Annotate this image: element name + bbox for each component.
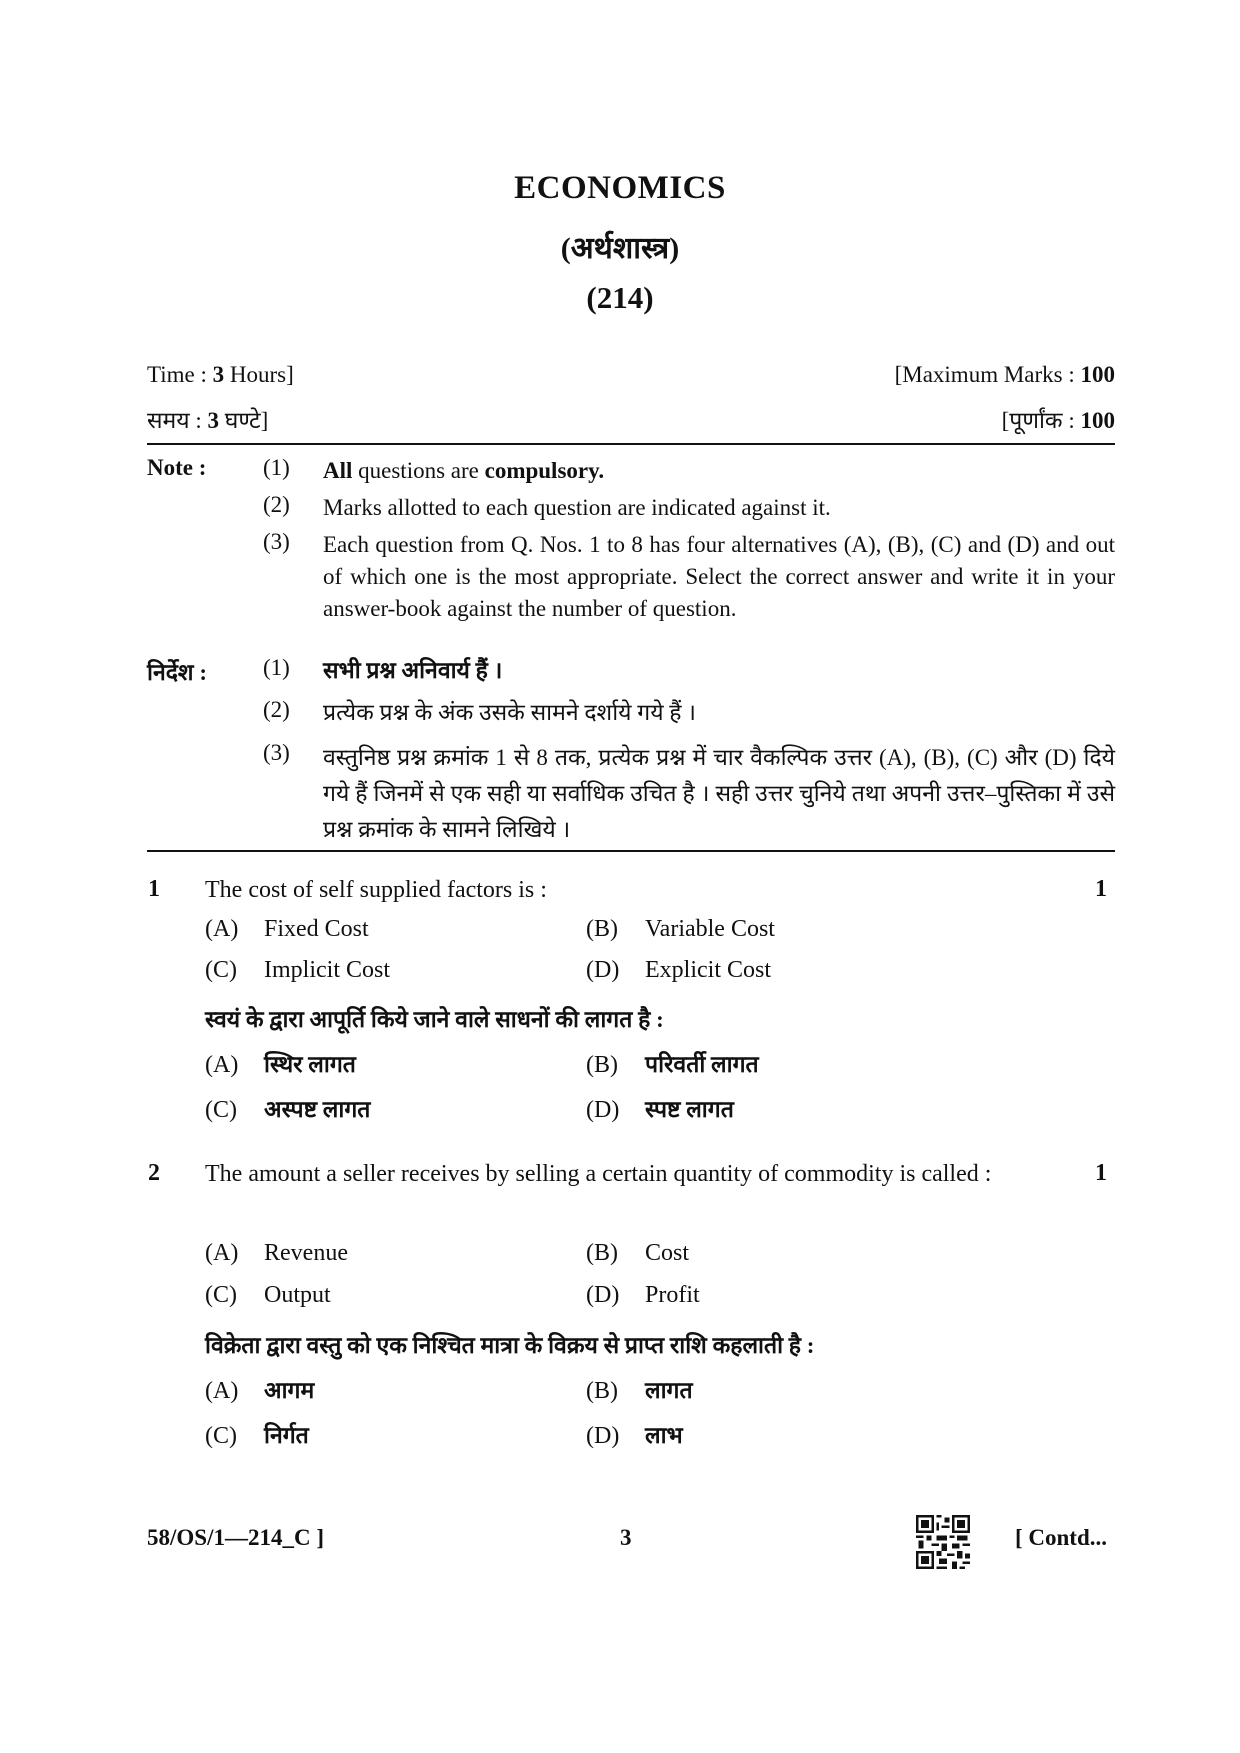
footer-paper-code: 58/OS/1—214_C ] — [147, 1525, 324, 1550]
note-number: (1) — [263, 655, 290, 680]
option-hindi: (D) लाभ — [586, 1423, 683, 1449]
option-hindi: (D) स्पष्ट लागत — [586, 1097, 734, 1123]
note-number: (3) — [263, 740, 290, 765]
max-marks-english: [Maximum Marks : 100 — [894, 362, 1115, 387]
note-text-hindi: प्रत्येक प्रश्न के अंक उसके सामने दर्शाये गये हैं । — [323, 700, 696, 725]
note-label-hindi: निर्देश : — [147, 660, 207, 685]
continued-label: [ Contd... — [1015, 1525, 1108, 1550]
max-marks-hindi: [पूर्णांक : 100 — [1001, 408, 1115, 433]
note-number: (3) — [263, 529, 290, 554]
note-text: Marks allotted to each question are indicated against it. — [323, 495, 831, 520]
question-number: 2 — [148, 1160, 160, 1186]
page-number: 3 — [620, 1525, 632, 1550]
option: (D) Explicit Cost — [586, 957, 771, 983]
qr-code-icon — [916, 1515, 970, 1569]
option: (B) Variable Cost — [586, 916, 775, 942]
paper-title-hindi: (अर्थशास्त्र) — [560, 232, 680, 265]
divider — [147, 443, 1115, 445]
question-marks: 1 — [1095, 876, 1107, 902]
question-text-hindi: विक्रेता द्वारा वस्तु को एक निश्चित मात्रा के विक्रय से प्राप्त राशि कहलाती है : — [205, 1333, 815, 1358]
option: (A) Fixed Cost — [205, 916, 369, 942]
note-number: (1) — [263, 455, 290, 480]
option: (B) Cost — [586, 1240, 690, 1266]
question-marks: 1 — [1095, 1160, 1107, 1186]
question-text: The cost of self supplied factors is : — [205, 877, 547, 903]
divider — [147, 850, 1115, 852]
option: (C) Output — [205, 1282, 331, 1308]
note-number: (2) — [263, 492, 290, 517]
option-hindi: (A) आगम — [205, 1378, 315, 1404]
option-hindi: (B) परिवर्ती लागत — [586, 1052, 759, 1078]
option: (D) Profit — [586, 1282, 700, 1308]
option-hindi: (C) निर्गत — [205, 1423, 309, 1449]
paper-title: ECONOMICS — [514, 170, 726, 206]
option: (A) Revenue — [205, 1240, 348, 1266]
question-text-hindi: स्वयं के द्वारा आपूर्ति किये जाने वाले साधनों की लागत है : — [205, 1007, 664, 1032]
option: (C) Implicit Cost — [205, 957, 390, 983]
note-number: (2) — [263, 697, 290, 722]
note-label: Note : — [147, 455, 207, 480]
note-text: Each question from Q. Nos. 1 to 8 has four alternatives (A), (B), (C) and (D) and out of which one is the most appropriate. Select the correct answer and write it in your answer-book against the number of question. — [323, 532, 1115, 621]
question-text: The amount a seller receives by selling a certain quantity of commodity is called : — [205, 1161, 992, 1187]
question-number: 1 — [148, 876, 160, 902]
time-english: Time : 3 Hours] — [147, 362, 294, 387]
option-hindi: (B) लागत — [586, 1378, 693, 1404]
option-hindi: (C) अस्पष्ट लागत — [205, 1097, 371, 1123]
note-text: All questions are compulsory. — [323, 458, 605, 483]
paper-code: (214) — [586, 280, 654, 315]
option-hindi: (A) स्थिर लागत — [205, 1052, 356, 1078]
time-hindi: समय : 3 घण्टे] — [147, 408, 269, 433]
note-text-hindi: वस्तुनिष्ठ प्रश्न क्रमांक 1 से 8 तक, प्रत्येक प्रश्न में चार वैकल्पिक उत्तर (A), (B), (C) और (D) दिये गये हैं जिनमें से एक सही या सर्वाधिक उचित है । सही उत्तर चुनिये तथा अपनी उत्तर–पुस्तिका में उसे प्रश्न क्रमांक के सामने लिखिये । — [323, 745, 1115, 842]
note-text-hindi: सभी प्रश्न अनिवार्य हैं । — [323, 658, 503, 683]
